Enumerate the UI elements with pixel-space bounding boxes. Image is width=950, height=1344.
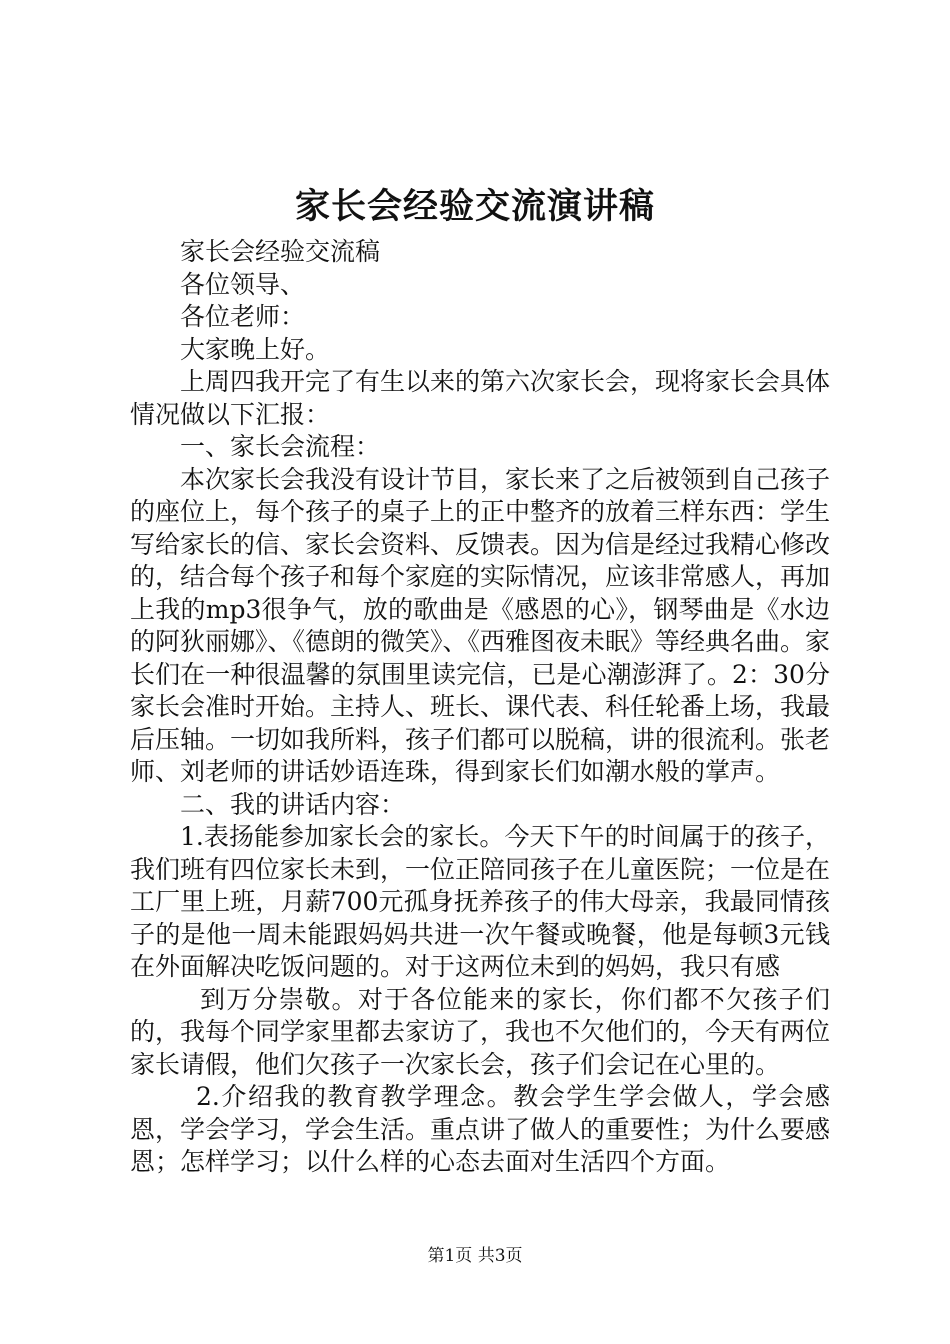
paragraph-point-1: 1.表扬能参加家长会的家长。今天下午的时间属于的孩子，我们班有四位家长未到，一位正陪同孩子在儿童医院；一位是在工厂里上班，月薪700元孤身抚养孩子的伟大母亲，我最同情孩子的是他一周未能跟妈妈共进一次午餐或晚餐，他是每顿3元钱在外面解决吃饭问题的。对于这两位未到的妈妈，我只有感 [130,822,831,981]
section-heading-2: 二、我的讲话内容： [180,789,406,819]
paragraph-point-2: 2.介绍我的教育教学理念。教会学生学会做人，学会感恩，学会学习，学会生活。重点讲了做人的重要性；为什么要感恩；怎样学习；以什么样的心态去面对生活四个方面。 [130,1082,831,1176]
paragraph-subtitle: 家长会经验交流稿 [180,237,381,266]
paragraph-process: 本次家长会我没有设计节目，家长来了之后被领到自己孩子的座位上，每个孩子的桌子上的正中整齐的放着三样东西：学生写给家长的信、家长会资料、反馈表。因为信是经过我精心修改的，结合每个孩子和每个家庭的实际情况，应该非常感人，再加上我的mp3很争气，放的歌曲是《感恩的心》，钢琴曲是《水边的阿狄丽娜》、《德朗的微笑》、《西雅图夜未眠》等经典名曲。家长们在一种很温馨的氛围里读完信，已是心潮澎湃了。2：30分家长会准时开始。主持人、班长、课代表、科任轮番上场，我最后压轴。一切如我所料，孩子们都可以脱稿，讲的很流利。张老师、刘老师的讲话妙语连珠，得到家长们如潮水般的掌声。 [130,464,831,786]
paragraph-point-1-continued: 到万分崇敬。对于各位能来的家长，你们都不欠孩子们的，我每个同学家里都去家访了，我也不欠他们的，今天有两位家长请假，他们欠孩子一次家长会，孩子们会记在心里的。 [130,984,831,1079]
document-body [130,236,830,1179]
document-title: 家长会经验交流演讲稿 [294,186,655,227]
paragraph-greeting: 大家晚上好。 [180,334,331,364]
paragraph-intro: 上周四我开完了有生以来的第六次家长会，现将家长会具体情况做以下汇报： [130,367,831,429]
paragraph-salutation-leaders: 各位领导、 [180,269,306,299]
paragraph-salutation-teachers: 各位老师： [180,302,306,331]
page-footer: 第1页 共3页 [427,1246,523,1266]
section-heading-1: 一、家长会流程： [180,432,381,461]
